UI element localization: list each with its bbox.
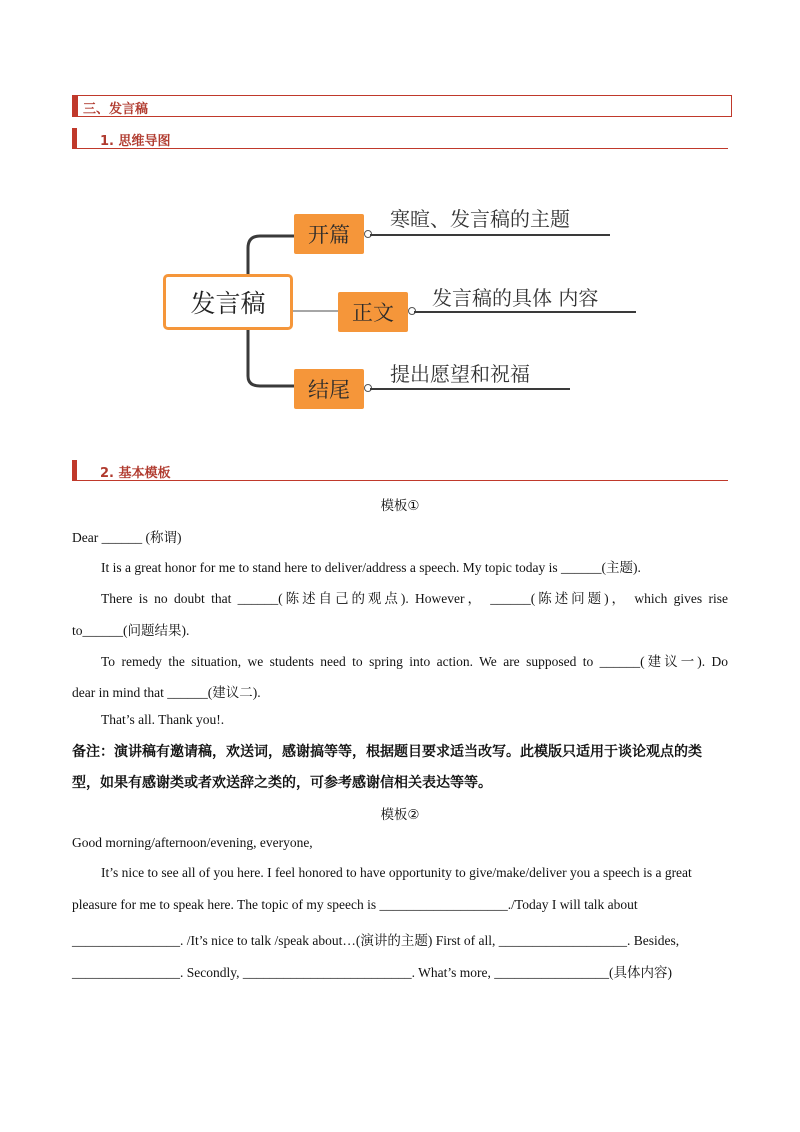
subheading-template [72,460,728,481]
text-line: It is a great honor for me to stand here to deliver/address a speech. My topic today is ______(主题). [101,560,641,575]
branch-underline [414,311,636,313]
note-line: 型，如果有感谢类或者欢送辞之类的，可参考感谢信相关表达等等。 [72,775,492,791]
mind-map-center: 发言稿 [163,274,293,330]
text-line: There is no doubt that ______(陈述自己的观点). However， ______(陈述问题)， which gives rise [101,591,728,606]
subheading-title: 2. 基本模板 [100,466,171,481]
text-line: It’s nice to see all of you here. I feel honored to have opportunity to give/make/deliver you a speech is a great [101,865,692,880]
leaf-opening: 寒暄、发言稿的主题 [390,207,570,231]
text-line: to______(问题结果). [72,623,190,638]
text-line: That’s all. Thank you!. [101,712,225,727]
text-line: ________________. /It’s nice to talk /speak about…(演讲的主题) First of all, ___________________. Besides, [72,933,680,948]
text-line: pleasure for me to speak here. The topic of my speech is ___________________./Today I will talk about [72,897,638,912]
text-line: ________________. Secondly, _________________________. What’s more, _________________(具体内容) [72,965,672,980]
branch-ending: 结尾 [294,369,364,409]
subheading-marker [72,460,77,480]
section-header [72,95,732,117]
subheading-mindmap [72,128,728,149]
note-line: 备注：演讲稿有邀请稿，欢送词，感谢搞等等，根据题目要求适当改写。此模版只适用于谈论观点的类 [72,744,702,760]
text-line: dear in mind that ______(建议二). [72,685,261,700]
branch-body: 正文 [338,292,408,332]
template2-heading: 模板② [380,807,420,823]
branch-opening: 开篇 [294,214,364,254]
text-line: Good morning/afternoon/evening, everyone, [72,835,313,850]
leaf-body: 发言稿的具体 内容 [432,286,599,310]
branch-underline [370,234,610,236]
template1-heading: 模板① [380,498,420,514]
section-marker [73,96,78,116]
text-line: To remedy the situation, we students need to spring into action. We are supposed to ______(建议一). Do [101,654,728,669]
section-title: 三、发言稿 [83,102,149,117]
leaf-ending: 提出愿望和祝福 [390,362,530,386]
text-line: Dear ______ (称谓) [72,530,182,545]
branch-underline [370,388,570,390]
mind-map [150,190,670,430]
subheading-title: 1. 思维导图 [100,134,171,149]
subheading-marker [72,128,77,148]
